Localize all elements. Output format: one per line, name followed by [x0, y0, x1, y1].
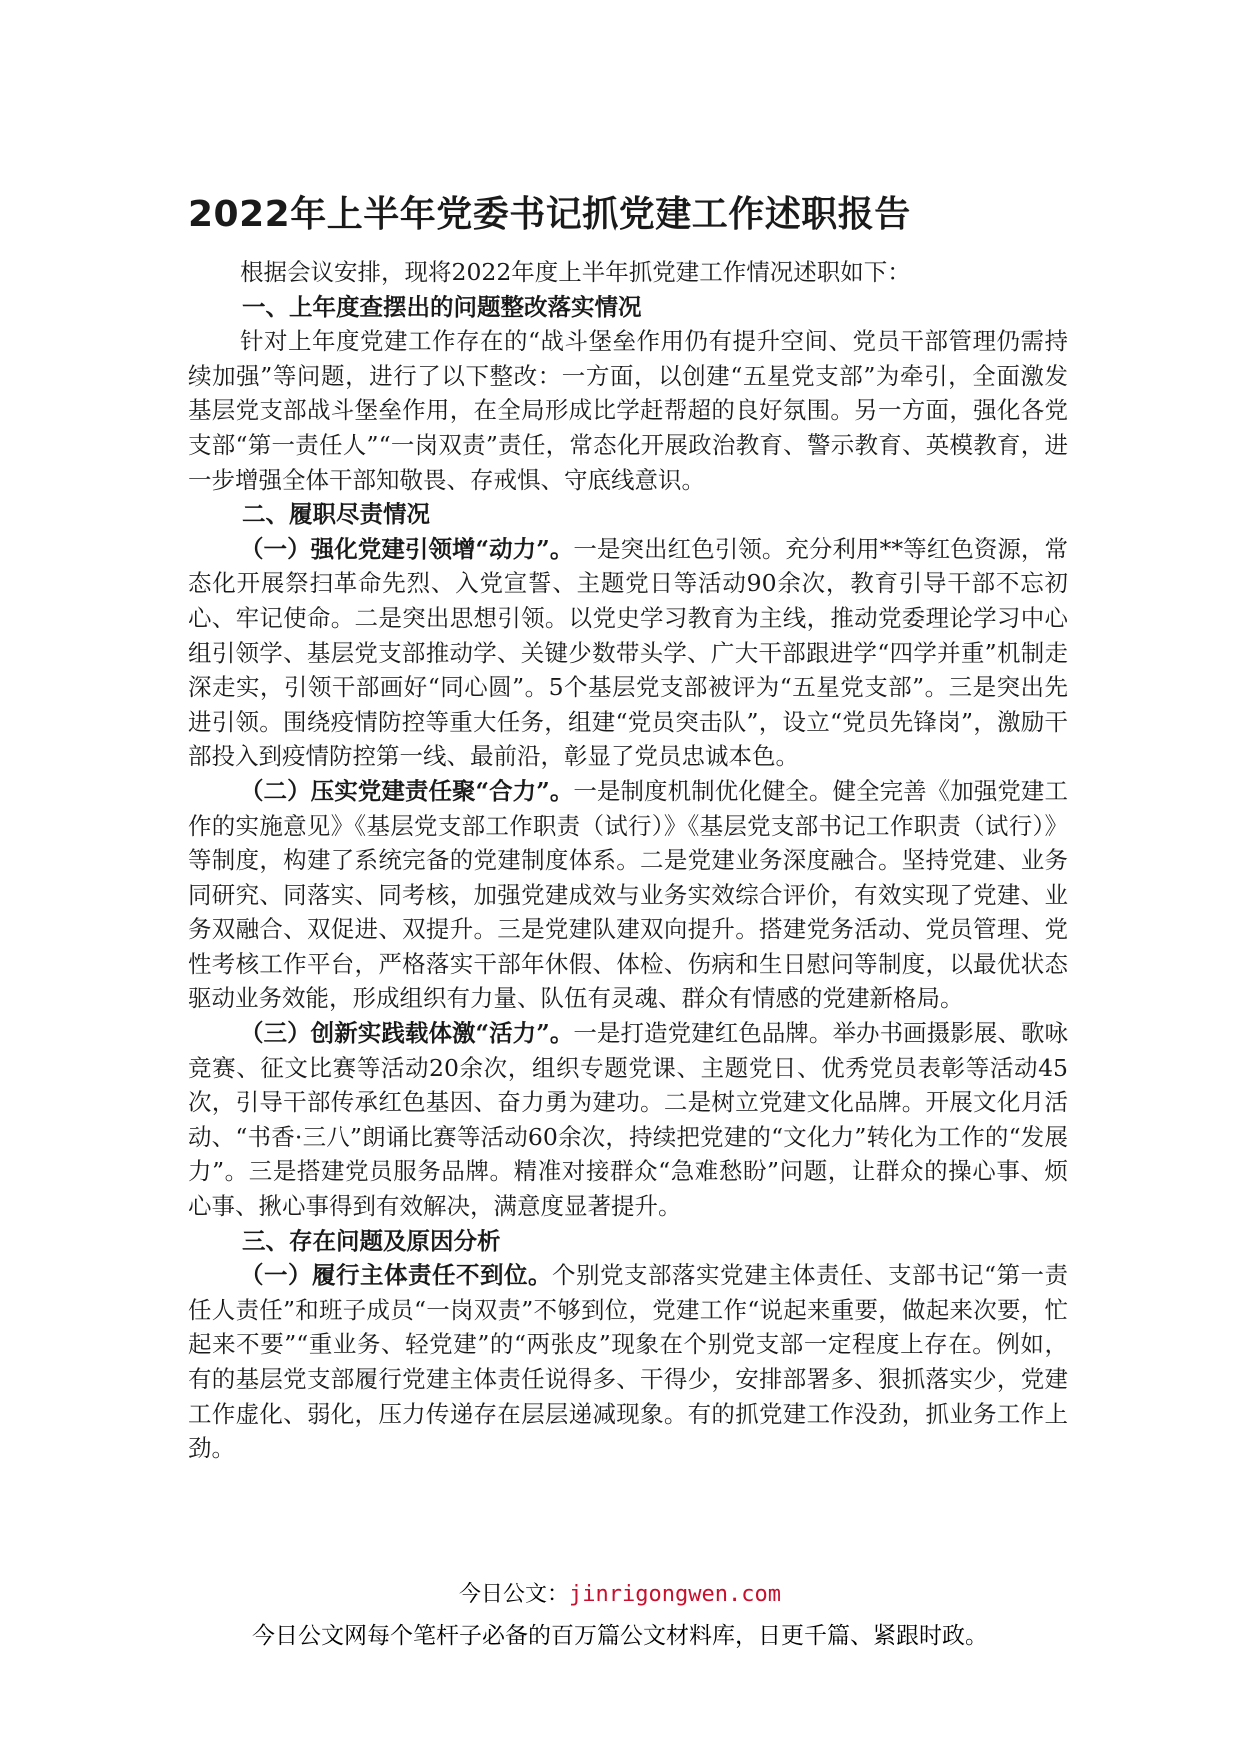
- footer-url-link[interactable]: jinrigongwen.com: [569, 1582, 781, 1607]
- footer-source: [0, 1580, 1240, 1610]
- section-2-item-1-text: 一是突出红色引领。充分利用**等红色资源，常态化开展祭扫革命先烈、入党宣誓、主题党日等活动90余次，教育引导干部不忘初心、牢记使命。二是突出思想引领。以党史学习教育为主线，推动党委理论学习中心组引领学、基层党支部推动学、关键少数带头学、广大干部跟进学“四学并重”机制走深走实，引领干部画好“同心圆”。5个基层党支部被评为“五星党支部”。三是突出先进引领。围绕疫情防控等重大任务，组建“党员突击队”，设立“党员先锋岗”，激励干部投入到疫情防控第一线、最前沿，彰显了党员忠诚本色。: [188, 534, 1068, 771]
- section-3-item-1: [188, 1258, 1068, 1466]
- intro-paragraph: 根据会议安排，现将2022年度上半年抓党建工作情况述职如下：: [240, 258, 911, 286]
- section-2-item-3-subheading: （三）创新实践载体激“活力”。: [240, 1019, 574, 1048]
- document-body: [188, 255, 1068, 1466]
- section-2-heading: 二、履职尽责情况: [242, 500, 430, 529]
- section-1-heading: 一、上年度查摆出的问题整改落实情况: [242, 292, 642, 321]
- section-3-item-1-subheading: （一）履行主体责任不到位。: [240, 1261, 552, 1290]
- footer-label: 今日公文：: [459, 1582, 570, 1607]
- section-2-item-1: [188, 532, 1068, 774]
- document-title: 2022年上半年党委书记抓党建工作述职报告: [188, 194, 911, 235]
- section-2-item-2: [188, 774, 1068, 1016]
- section-2-item-2-subheading: （二）压实党建责任聚“合力”。: [240, 776, 574, 805]
- section-1-paragraph: 针对上年度党建工作存在的“战斗堡垒作用仍有提升空间、党员干部管理仍需持续加强”等问题，进行了以下整改：一方面，以创建“五星党支部”为牵引，全面激发基层党支部战斗堡垒作用，在全局形成比学赶帮超的良好氛围。另一方面，强化各党支部“第一责任人”“一岗双责”责任，常态化开展政治教育、警示教育、英模教育，进一步增强全体干部知敬畏、存戒惧、守底线意识。: [188, 327, 1068, 494]
- footer-tagline: 今日公文网每个笔杆子必备的百万篇公文材料库，日更千篇、紧跟时政。: [252, 1623, 988, 1649]
- section-2-item-1-subheading: （一）强化党建引领增“动力”。: [240, 534, 574, 563]
- section-2-item-2-text: 一是制度机制优化健全。健全完善《加强党建工作的实施意见》《基层党支部工作职责（试行）》《基层党支部书记工作职责（试行）》等制度，构建了系统完备的党建制度体系。二是党建业务深度融合。坚持党建、业务同研究、同落实、同考核，加强党建成效与业务实效综合评价，有效实现了党建、业务双融合、双促进、双提升。三是党建队建双向提升。搭建党务活动、党员管理、党性考核工作平台，严格落实干部年休假、体检、伤病和生日慰问等制度，以最优状态驱动业务效能，形成组织有力量、队伍有灵魂、群众有情感的党建新格局。: [188, 776, 1068, 1013]
- section-3-item-1-text: 个别党支部落实党建主体责任、支部书记“第一责任人责任”和班子成员“一岗双责”不够到位，党建工作“说起来重要，做起来次要，忙起来不要”“重业务、轻党建”的“两张皮”现象在个别党支部一定程度上存在。例如，有的基层党支部履行党建主体责任说得多、干得少，安排部署多、狠抓落实少，党建工作虚化、弱化，压力传递存在层层递减现象。有的抓党建工作没劲，抓业务工作上劲。: [188, 1261, 1069, 1463]
- section-2-item-3: [188, 1016, 1068, 1224]
- section-2-item-3-text: 一是打造党建红色品牌。举办书画摄影展、歌咏竞赛、征文比赛等活动20余次，组织专题党课、主题党日、优秀党员表彰等活动45次，引导干部传承红色基因、奋力勇为建功。二是树立党建文化品牌。开展文化月活动、“书香·三八”朗诵比赛等活动60余次，持续把党建的“文化力”转化为工作的“发展力”。三是搭建党员服务品牌。精准对接群众“急难愁盼”问题，让群众的操心事、烦心事、揪心事得到有效解决，满意度显著提升。: [188, 1019, 1068, 1221]
- section-3-heading: 三、存在问题及原因分析: [242, 1226, 501, 1255]
